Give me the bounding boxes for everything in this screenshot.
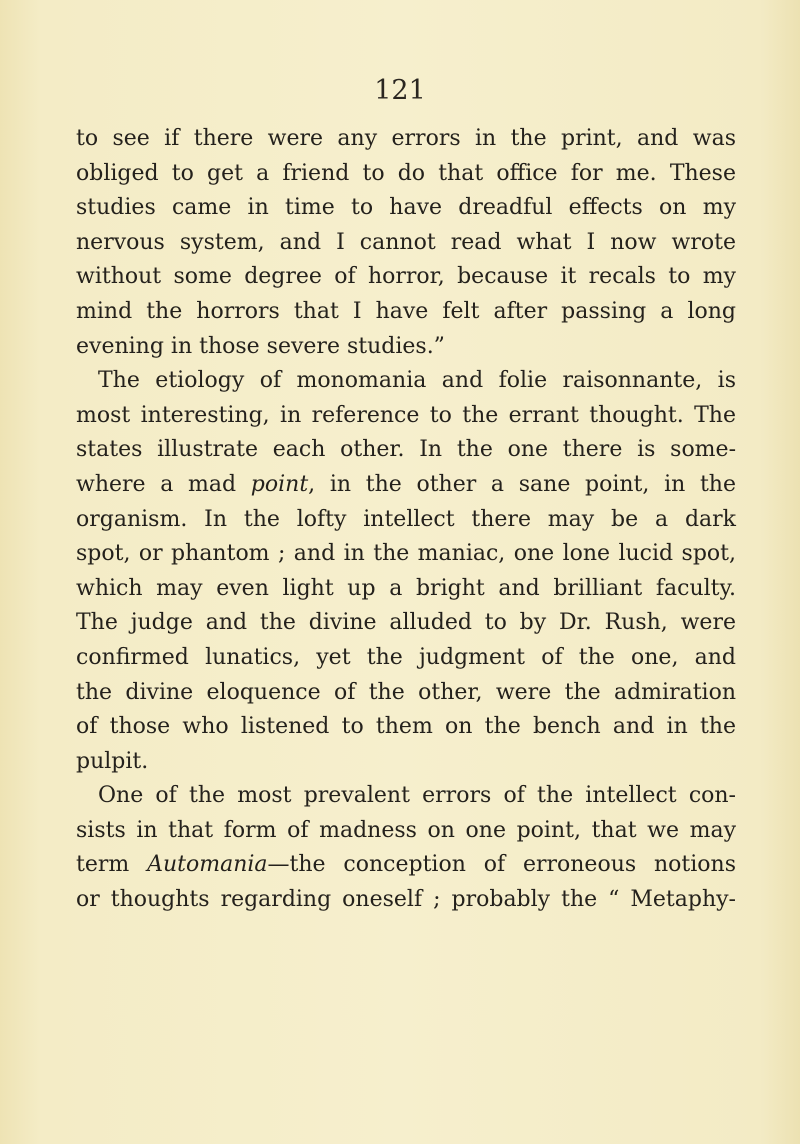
text-line	[76, 399, 736, 434]
text-segment: sists in that form of madness on one point, that we may	[76, 817, 736, 843]
text-line	[76, 191, 736, 226]
text-line	[76, 157, 736, 192]
text-segment: evening in those severe studies.”	[76, 333, 445, 359]
body-text	[76, 122, 736, 918]
text-segment: pulpit.	[76, 748, 149, 774]
italic-text: point	[250, 471, 309, 497]
text-segment: , in the other a sane point, in the	[308, 471, 736, 497]
text-line	[76, 433, 736, 468]
text-segment: the divine eloquence of the other, were the admiration	[76, 679, 736, 705]
text-line	[76, 745, 736, 780]
text-segment: obliged to get a friend to do that office for me. These	[76, 160, 736, 186]
text-line	[76, 330, 736, 365]
text-segment: organism. In the lofty intellect there may be a dark	[76, 506, 736, 532]
text-segment: without some degree of horror, because it recals to my	[76, 264, 736, 290]
text-line	[76, 572, 736, 607]
text-segment: most interesting, in reference to the errant thought. The	[76, 402, 736, 428]
text-line	[76, 814, 736, 849]
text-line	[76, 226, 736, 261]
text-segment: —the conception of erroneous notions	[267, 852, 736, 878]
text-line	[76, 537, 736, 572]
text-segment: The etiology of monomania and folie raisonnante, is	[98, 368, 736, 394]
text-line	[76, 710, 736, 745]
text-segment: One of the most prevalent errors of the intellect con-	[98, 783, 736, 809]
text-line	[76, 122, 736, 157]
text-segment: or thoughts regarding oneself ; probably the “ Metaphy-	[76, 887, 736, 913]
text-segment: which may even light up a bright and brilliant faculty.	[76, 575, 736, 601]
page-number: 121	[374, 75, 426, 106]
text-line	[76, 295, 736, 330]
text-line	[76, 260, 736, 295]
text-line	[76, 641, 736, 676]
text-segment: nervous system, and I cannot read what I now wrote	[76, 229, 736, 255]
text-line	[76, 848, 736, 883]
text-line	[76, 503, 736, 538]
text-line	[76, 468, 736, 503]
text-segment: The judge and the divine alluded to by Dr. Rush, were	[76, 610, 736, 636]
text-line	[76, 883, 736, 918]
text-segment: studies came in time to have dreadful effects on my	[76, 195, 736, 221]
text-line	[76, 779, 736, 814]
text-segment: spot, or phantom ; and in the maniac, one lone lucid spot,	[76, 541, 736, 567]
italic-text: Automania	[147, 852, 268, 878]
text-line	[76, 606, 736, 641]
text-segment: confirmed lunatics, yet the judgment of the one, and	[76, 644, 736, 670]
text-segment: term	[76, 852, 148, 878]
text-line	[76, 676, 736, 711]
text-segment: to see if there were any errors in the print, and was	[76, 126, 736, 151]
text-segment: of those who listened to them on the bench and in the	[76, 714, 736, 740]
text-segment: mind the horrors that I have felt after passing a long	[76, 298, 736, 324]
text-segment: where a mad	[76, 471, 251, 497]
text-line	[76, 364, 736, 399]
text-segment: states illustrate each other. In the one there is some-	[76, 437, 736, 463]
